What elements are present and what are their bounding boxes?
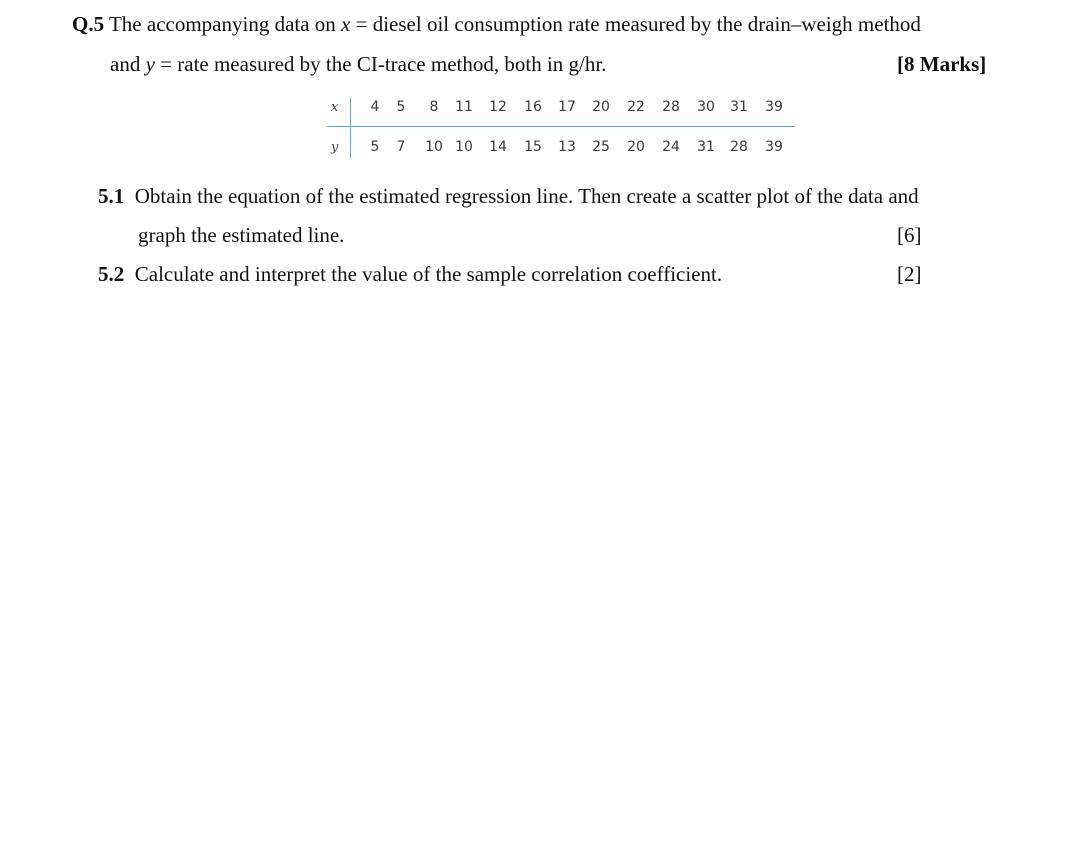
data-table xyxy=(327,96,795,162)
table-cell-x-0: 4 xyxy=(370,99,380,115)
table-cell-x-7: 20 xyxy=(592,99,610,115)
table-cell-y-11: 28 xyxy=(730,139,748,155)
table-cell-y-6: 13 xyxy=(558,139,576,155)
table-cell-y-2: 10 xyxy=(425,139,443,155)
table-cell-x-2: 8 xyxy=(429,99,439,115)
question-text-2b: = rate measured by the CI-trace method, both in g/hr. xyxy=(154,52,607,76)
question-text-2a: and xyxy=(110,52,146,76)
table-cell-y-12: 39 xyxy=(765,139,783,155)
table-cell-y-1: 7 xyxy=(396,139,406,155)
table-cell-y-7: 25 xyxy=(592,139,610,155)
question-line-1 xyxy=(72,11,921,37)
table-column-divider xyxy=(350,98,351,158)
table-cell-y-9: 24 xyxy=(662,139,680,155)
subquestion-5-2-line-1 xyxy=(98,261,722,287)
table-cell-y-10: 31 xyxy=(697,139,715,155)
table-cell-x-10: 30 xyxy=(697,99,715,115)
question-marks: [8 Marks] xyxy=(897,52,987,76)
subquestion-5-1-text-1: Obtain the equation of the estimated regression line. Then create a scatter plot of the data and xyxy=(134,184,919,208)
question-label: Q.5 xyxy=(72,12,105,36)
table-cell-x-11: 31 xyxy=(730,99,748,115)
table-cell-x-6: 17 xyxy=(558,99,576,115)
table-row-label-x: x xyxy=(331,100,339,115)
question-text-1b: = diesel oil consumption rate measured by the drain–weigh method xyxy=(350,12,921,36)
question-line-2 xyxy=(110,51,606,77)
table-cell-y-8: 20 xyxy=(627,139,645,155)
question-text-1a: The accompanying data on xyxy=(108,12,342,36)
table-cell-y-3: 10 xyxy=(455,139,473,155)
subquestion-5-1-marks: [6] xyxy=(897,223,922,247)
subquestion-5-2-label: 5.2 xyxy=(98,262,125,286)
variable-x: x xyxy=(341,12,351,36)
subquestion-5-2-marks: [2] xyxy=(897,262,922,286)
subquestion-5-1-label: 5.1 xyxy=(98,184,125,208)
subquestion-5-2-text-1: Calculate and interpret the value of the sample correlation coefficient. xyxy=(134,262,723,286)
table-row-label-y: y xyxy=(331,140,339,155)
table-cell-y-0: 5 xyxy=(370,139,380,155)
variable-y: y xyxy=(145,52,155,76)
table-cell-x-9: 28 xyxy=(662,99,680,115)
table-cell-x-1: 5 xyxy=(396,99,406,115)
table-cell-y-4: 14 xyxy=(489,139,507,155)
table-cell-x-4: 12 xyxy=(489,99,507,115)
table-cell-x-8: 22 xyxy=(627,99,645,115)
subquestion-5-1-line-1 xyxy=(98,183,919,209)
table-header-divider xyxy=(327,126,795,127)
table-cell-x-5: 16 xyxy=(524,99,542,115)
table-cell-x-12: 39 xyxy=(765,99,783,115)
table-cell-x-3: 11 xyxy=(455,99,473,115)
subquestion-5-1-text-2: graph the estimated line. xyxy=(138,223,345,247)
table-cell-y-5: 15 xyxy=(524,139,542,155)
